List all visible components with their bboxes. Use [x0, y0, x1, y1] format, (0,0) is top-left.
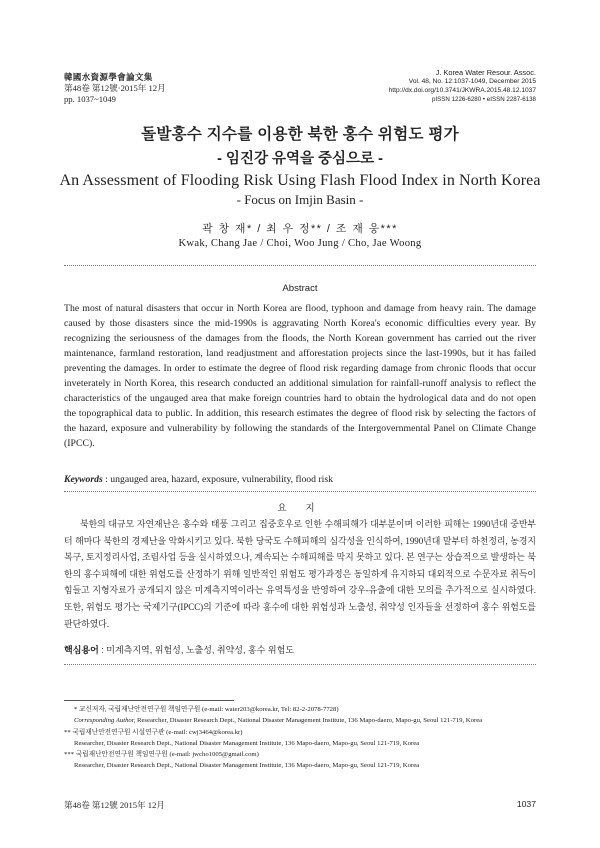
summary-text: 북한의 대규모 자연재난은 홍수와 태풍 그리고 집중호우로 인한 수해피해가 대부분이며 이러한 피해는 1990년대 중반부터 해마다 북한의 경제난을 악화시키고 있다. 북한 당국도 수해피해의 심각성을 인식하여, 1990년대 말부터 하천정리, 농경지 복구, 토지정리사업, 조림사업 등을 실시하였으나, 계속되는 수해피해를 막지 못하고 있다. 본 연구는 상습적으로 발생하는 북한의 홍수피해에 대한 위험도를 산정하기 위해 일반적인 위험도 평가과정은 동일하게 유지하되 대외적으로 수문자료 취득이 힘들고 지형자료가 공개되지 않은 미계측지역이라는 유역특성을 반영하여 강우-유출에 대한 모의를 추가적으로 실시하였다. 또한, 위험도 평가는 국제기구(IPCC)의 기준에 따라 홍수에 대한 위험성과 노출성, 취약성 인자들을 선정하여 홍수 위험도를 판단하였다. — [64, 519, 536, 629]
page-range: pp. 1037~1049 — [64, 94, 116, 104]
abstract-keywords — [64, 474, 536, 485]
volume-issue: 第48卷 第12號·2015年 12月 — [64, 83, 166, 93]
subtitle-english: - Focus on Imjin Basin - — [236, 192, 364, 207]
title-english: An Assessment of Flooding Risk Using Flash Flood Index in North Korea — [59, 172, 541, 189]
corresponding-author-label: Corresponding Author, — [74, 717, 136, 725]
abstract-heading: Abstract — [282, 283, 318, 294]
divider — [64, 664, 536, 665]
keywords-list: : ungauged area, hazard, exposure, vulnerability, flood risk — [102, 474, 333, 485]
footnote-1-ko: * 교신저자, 국립재난안전연구원 책임연구원 (e-mail: water203@korea.kr, Tel: 82-2-2078-7728) — [74, 706, 339, 713]
authors-korean: 곽 창 재* / 최 우 정** / 조 재 웅*** — [202, 223, 398, 235]
title-korean: 돌발홍수 지수를 이용한 북한 홍수 위험도 평가 — [141, 126, 459, 143]
footer-volume: 第48卷 第12號 2015年 12月 — [64, 800, 165, 810]
journal-name: 韓國水資源學會論文集 — [64, 72, 153, 82]
keywords-label: Keywords — [64, 474, 103, 485]
divider — [64, 265, 536, 266]
issn: pISSN 1226-6280 • eISSN 2287-6138 — [432, 96, 536, 103]
abstract-text: The most of natural disasters that occur in North Korea are flood, typhoon and damage from heavy rain. The damage caused by those disasters since the mid-1990s is aggravating North Korea's economic difficulties every year. By recognizing the seriousness of the damages from the floods, the North Korean government has carried out the river maintenance, farmland restoration, land readjustment and afforestation projects since the last-1990s, but it has failed preventing the damages. In order to estimate the degree of flood risk regarding damage from chronic floods that occur inveterately in North Korea, this research conducted an additional simulation for rainfall-runoff analysis to reflect the characteristics of the ungauged area that make foreign countries hard to obtain the hydrological data and do not open the topographical data to public. In addition, this research estimates the degree of flood risk by selecting the factors of the hazard, exposure and vulnerability by following the standards of the Intergovernmental Panel on Climate Change (IPCC). — [64, 303, 536, 449]
citation: Vol. 48, No. 12:1037-1049, December 2015 — [408, 78, 536, 85]
summary-keywords — [64, 643, 294, 656]
footnote-2-en: Researcher, Disaster Research Dept., National Disaster Management Institute, 136 Mapo-daero, Mapo-gu, Seoul 121-719, Korea — [74, 739, 420, 747]
subtitle-korean: - 임진강 유역을 중심으로 - — [217, 151, 383, 167]
page-number: 1037 — [516, 799, 536, 809]
authors-english: Kwak, Chang Jae / Choi, Woo Jung / Cho, Jae Woong — [178, 238, 422, 249]
footnote-3-en: Researcher, Disaster Research Dept., National Disaster Management Institute, 136 Mapo-daero, Mapo-gu, Seoul 121-719, Korea — [74, 762, 420, 770]
summary-keywords-list: : 미계측지역, 위험성, 노출성, 취약성, 홍수 위험도 — [98, 645, 294, 655]
footnote-3-ko: *** 국립재난안전연구원 책임연구원 (e-mail: jwcho1005@gmail.com) — [64, 751, 259, 759]
footnote-2-ko: ** 국립재난안전연구원 시설연구관 (e-mail: cwj3464@korea.kr) — [64, 728, 243, 736]
citation-header — [389, 68, 536, 104]
footnote-rule — [64, 700, 234, 701]
divider — [64, 491, 536, 492]
footnotes — [64, 704, 544, 772]
journal-header — [64, 72, 166, 105]
footnote-1-en-text: Researcher, Disaster Research Dept., National Disaster Management Institute, 136 Mapo-daero, Mapo-gu, Seoul 121-719, Korea — [135, 717, 483, 725]
footnote-1-en — [64, 715, 544, 726]
summary-heading: 요 지 — [277, 503, 323, 514]
doi-link[interactable]: http://dx.doi.org/10.3741/JKWRA.2015.48.12.1037 — [388, 87, 536, 94]
summary-keywords-label: 핵심용어 — [64, 645, 99, 655]
journal-name-en: J. Korea Water Resour. Assoc. — [435, 68, 536, 77]
